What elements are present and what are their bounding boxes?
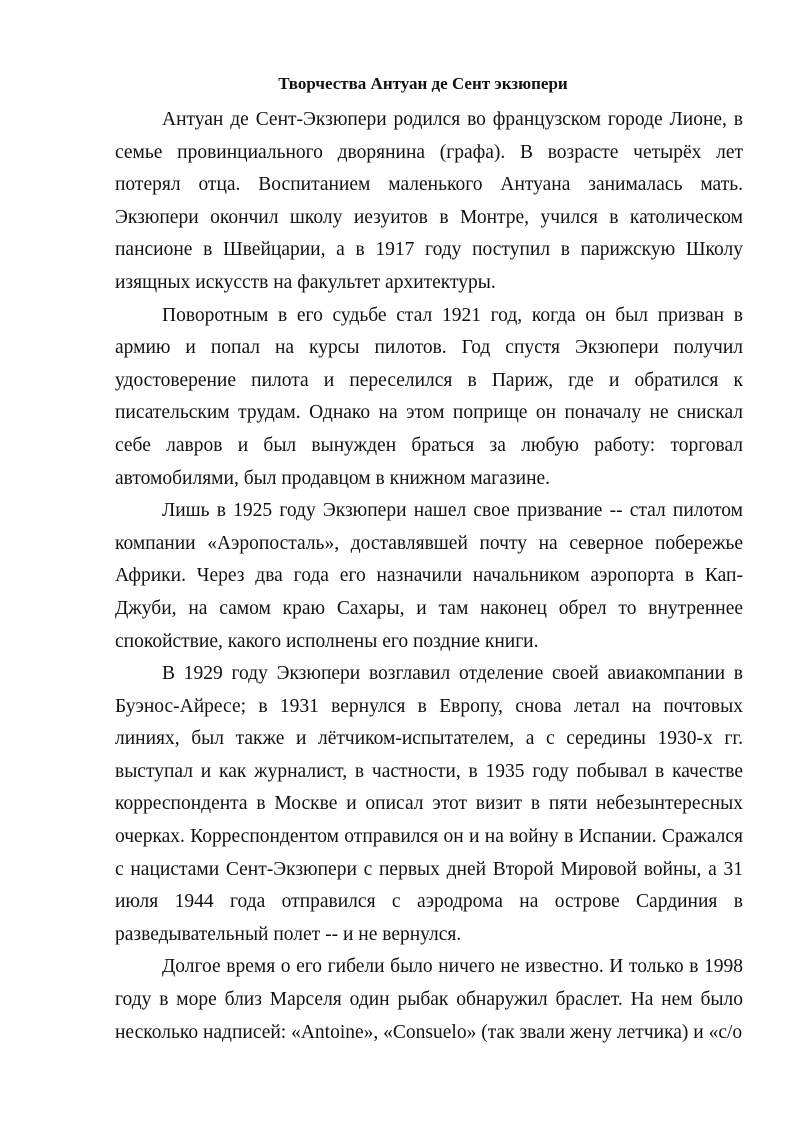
document-body — [115, 104, 743, 1049]
document-title: Творчества Антуан де Сент экзюпери — [278, 74, 568, 93]
paragraph-2: Поворотным в его судьбе стал 1921 год, когда он был призван в армию и попал на курсы пилотов. Год спустя Экзюпери получил удостоверение пилота и переселился в Париж, где и обратился к писательским трудам. Однако на этом поприще он поначалу не снискал себе лавров и был вынужден браться за любую работу: торговал автомобилями, был продавцом в книжном магазине. — [115, 304, 743, 489]
paragraph-1: Антуан де Сент-Экзюпери родился во французском городе Лионе, в семье провинциального дворянина (графа). В возрасте четырёх лет потерял отца. Воспитанием маленького Антуана занималась мать. Экзюпери окончил школу иезуитов в Монтре, учился в католическом пансионе в Швейцарии, а в 1917 году поступил в парижскую Школу изящных искусств на факультет архитектуры. — [115, 109, 743, 293]
paragraph-5: Долгое время о его гибели было ничего не известно. И только в 1998 году в море близ Марселя один рыбак обнаружил браслет. На нем было несколько надписей: «Antoine», «Consuelo» (так звали жену летчика) и «c/o — [115, 956, 743, 1043]
paragraph-3: Лишь в 1925 году Экзюпери нашел свое призвание -- стал пилотом компании «Аэропосталь», доставлявшей почту на северное побережье Африки. Через два года его назначили начальником аэропорта в Кап-Джуби, на самом краю Сахары, и там наконец обрел то внутреннее спокойствие, какого исполнены его поздние книги. — [115, 500, 743, 652]
paragraph-4: В 1929 году Экзюпери возглавил отделение своей авиакомпании в Буэнос-Айресе; в 1931 вернулся в Европу, снова летал на почтовых линиях, был также и лётчиком-испытателем, а с середины 1930-х гг. выступал и как журналист, в частности, в 1935 году побывал в качестве корреспондента в Москве и описал этот визит в пяти небезынтересных очерках. Корреспондентом отправился он и на войну в Испании. Сражался с нацистами Сент-Экзюпери с первых дней Второй Мировой войны, а 31 июля 1944 года отправился с аэродрома на острове Сардиния в разведывательный полет -- и не вернулся. — [115, 663, 743, 945]
